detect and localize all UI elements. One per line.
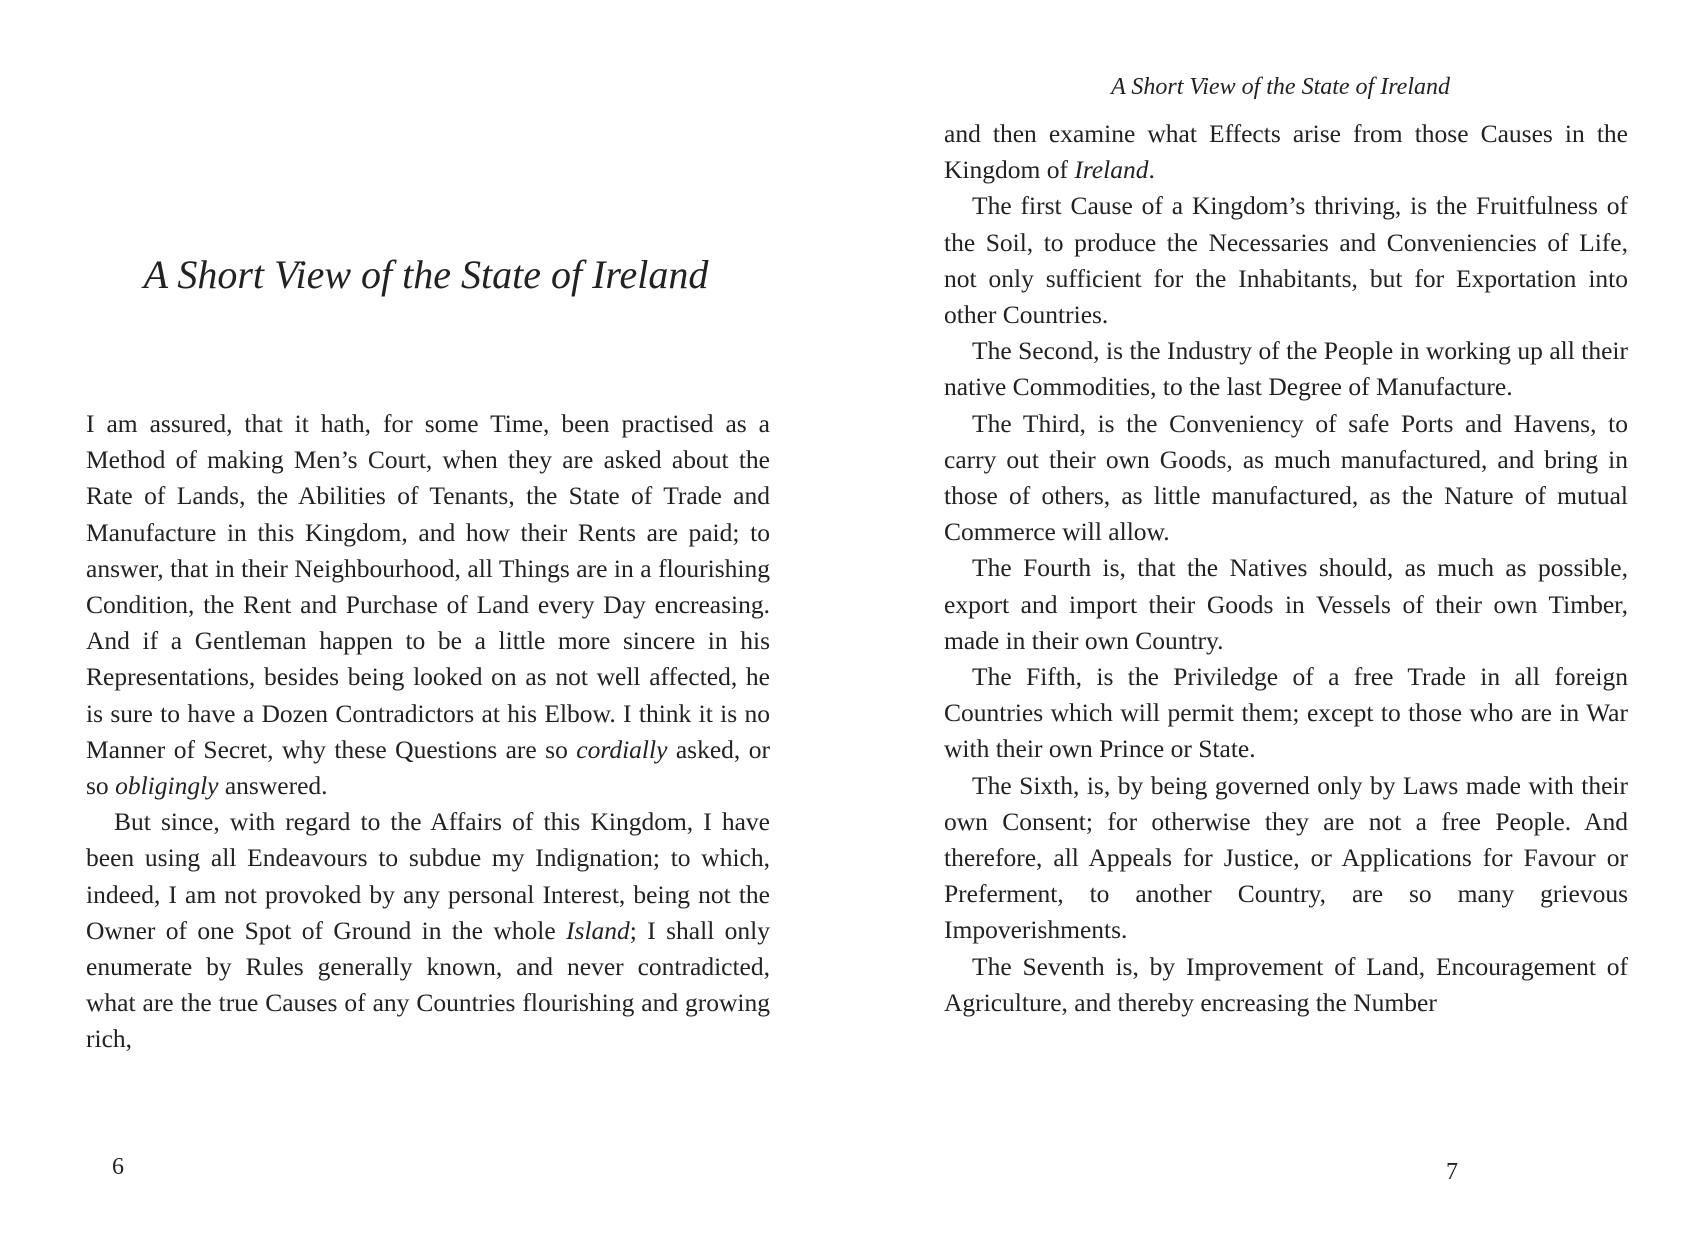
italic-run: Ireland bbox=[1074, 155, 1149, 185]
right-paragraph-4: The Third, is the Conveniency of safe Ports and Havens, to carry out their own Goods, as much manufactured, and bring in those of others, as little manufactured, as the Nature of mutual Commerce will allow. bbox=[944, 408, 1628, 547]
right-paragraph-6: The Fifth, is the Priviledge of a free Trade in all foreign Countries which will permit them; except to those who are in War with their own Prince or State. bbox=[944, 662, 1628, 764]
text-run: I am assured, that it hath, for some Time, been practised as a Method of making Men’s Court, when they are asked about the Rate of Lands, the Abilities of Tenants, the State of Trade and Manufacture in this Kingdom, and how their Rents are paid; to answer, that in their Neighbourhood, all Things are in a flourishing Condition, the Rent and Purchase of Land every Day encreasing. And if a Gentleman happen to be a little more sincere in his Representations, besides being looked on as not well affected, he is sure to have a Dozen Contradictors at his Elbow. I think it is no Manner of Secret, why these Questions are so bbox=[86, 409, 770, 764]
right-paragraph-3: The Second, is the Industry of the People in working up all their native Commodities, to the last Degree of Manufacture. bbox=[944, 336, 1628, 402]
text-run: . bbox=[1148, 155, 1155, 185]
right-paragraph-7: The Sixth, is, by being governed only by Laws made with their own Consent; for otherwise they are not a free People. And therefore, all Appeals for Justice, or Applications for Favour or Preferment, to another Country, are so many grievous Impoverishments. bbox=[944, 770, 1628, 945]
left-body-text bbox=[86, 406, 770, 1058]
text-run: asked, or so bbox=[86, 734, 770, 801]
italic-run: Island bbox=[566, 915, 630, 945]
italic-run: cordially bbox=[576, 734, 668, 764]
text-run: But since, with regard to the Affairs of this Kingdom, I have been using all Endeavours to subdue my Indignation; to which, indeed, I am not provoked by any personal Interest, being not the Owner of one Spot of Ground in the whole bbox=[86, 807, 770, 945]
text-run: and then examine what Effects arise from those Causes in the Kingdom of bbox=[944, 119, 1628, 185]
right-paragraph-2: The first Cause of a Kingdom’s thriving, is the Fruitfulness of the Soil, to produce the Necessaries and Conveniencies of Life, not only sufficient for the Inhabitants, but for Exportation into other Countries. bbox=[944, 191, 1628, 330]
page-number-left: 6 bbox=[112, 1154, 124, 1180]
right-paragraph-5: The Fourth is, that the Natives should, as much as possible, export and import their Goods in Vessels of their own Timber, made in their own Country. bbox=[944, 553, 1628, 655]
italic-run: obligingly bbox=[115, 771, 219, 801]
running-head: A Short View of the State of Ireland bbox=[1111, 74, 1450, 100]
right-page bbox=[852, 0, 1704, 1256]
left-paragraph-1 bbox=[86, 406, 770, 804]
right-paragraph-8: The Seventh is, by Improvement of Land, Encouragement of Agriculture, and thereby encreasing the Number bbox=[944, 951, 1628, 1017]
right-body-text bbox=[944, 116, 1628, 1021]
text-run: ; I shall only enumerate by Rules generally known, and never contradicted, what are the true Causes of any Countries flourishing and growing rich, bbox=[86, 915, 770, 1054]
page-number-right: 7 bbox=[1446, 1159, 1458, 1185]
text-run: answered. bbox=[218, 771, 328, 801]
left-paragraph-2 bbox=[86, 804, 770, 1057]
right-paragraph-1 bbox=[944, 116, 1628, 188]
chapter-title: A Short View of the State of Ireland bbox=[143, 252, 709, 297]
